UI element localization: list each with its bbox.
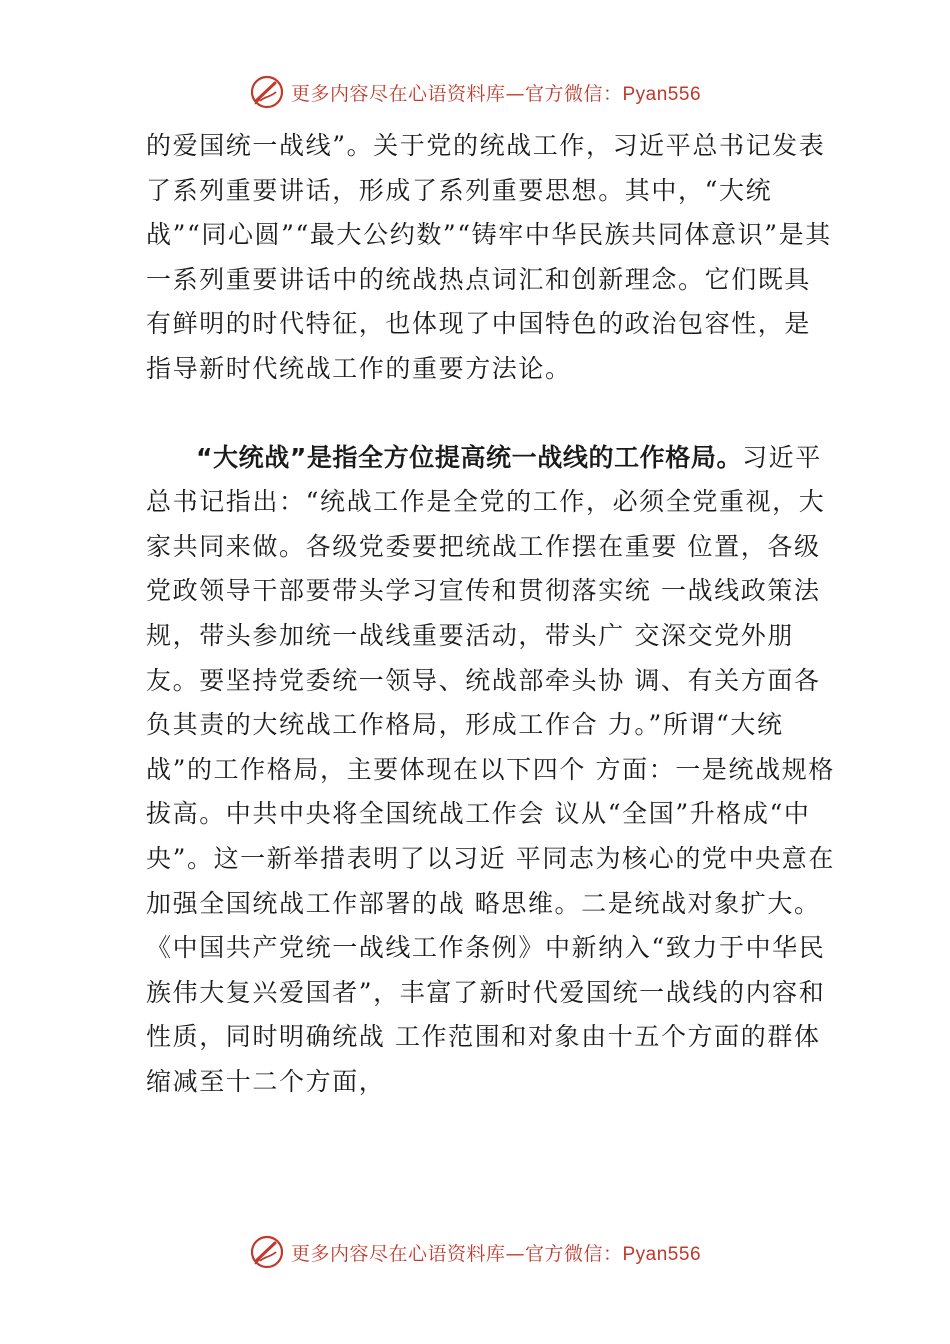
footer-wechat-id: Pyan556 bbox=[622, 1243, 702, 1265]
footer-watermark-text: 更多内容尽在心语资料库—官方微信：Pyan556 bbox=[290, 1242, 702, 1265]
paragraph-1: 的爱国统一战线”。关于党的统战工作，习近平总书记发表了系列重要讲话，形成了系列重要思想。其中，“大统战”“同心圆”“最大公约数”“铸牢中华民族共同体意识”是其一系列重要讲话中的统战热点词汇和创新理念。它们既具有鲜明的时代特征，也体现了中国特色的政治包容性，是指导新时代统战工作的重要方法论。 bbox=[146, 131, 832, 383]
document-body bbox=[146, 124, 836, 1104]
header-watermark-text: 更多内容尽在心语资料库—官方微信：Pyan556 bbox=[290, 82, 702, 105]
paragraph-2-lead-sentence: “大统战”是指全方位提高统一战线的工作格局。 bbox=[196, 442, 743, 472]
footer-watermark-banner bbox=[0, 1232, 950, 1272]
pen-in-circle-logo-icon bbox=[249, 74, 285, 110]
header-wechat-id: Pyan556 bbox=[622, 83, 702, 105]
paragraph-2-body: 习近平总书记指出：“统战工作是全党的工作，必须全党重视，大家共同来做。各级党委要把统战工作摆在重要 位置，各级党政领导干部要带头学习宣传和贯彻落实统 一战线政策法规，带头参加统一战线重要活动，带头广 交深交党外朋友。要坚持党委统一领导、统战部牵头协 调、有关方面各负其责的大统战工作格局，形成工作合 力。”所谓“大统战”的工作格局，主要体现在以下四个 方面：一是统战规格拔高。中共中央将全国统战工作会 议从“全国”升格成“中央”。这一新举措表明了以习近 平同志为核心的党中央意在加强全国统战工作部署的战 略思维。二是统战对象扩大。《中国共产党统一战线工作条例》中新纳入“致力于中华民族伟大复兴爱国者”，丰富了新时代爱国统一战线的内容和性质，同时明确统战 工作范围和对象由十五个方面的群体缩减至十二个方面， bbox=[146, 442, 835, 1096]
paragraph-2 bbox=[146, 436, 836, 1105]
header-watermark-banner bbox=[0, 72, 950, 112]
pen-in-circle-logo-icon bbox=[249, 1234, 285, 1270]
